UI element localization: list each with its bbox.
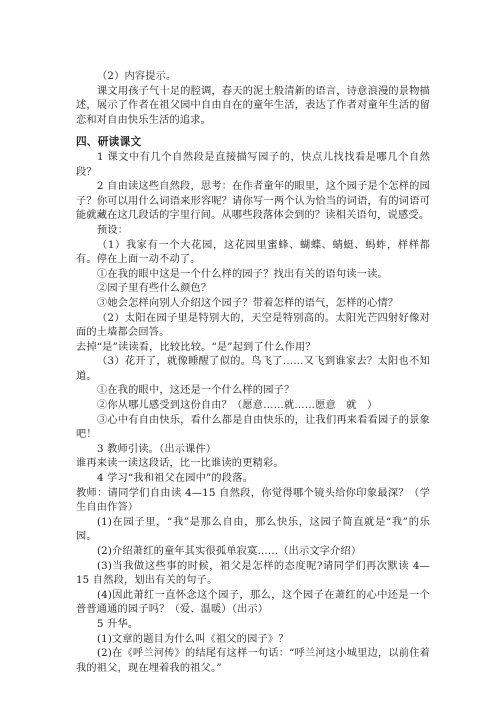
- body-line: ③心中有自由快乐，看什么都是自由快乐的，让我们再来看看园子的景象吧！: [76, 414, 430, 441]
- body-line: (3)当我做这些事的时候，祖父是怎样的态度呢?请同学们再次默读 4—15 自然段，划出有关的句子。: [76, 560, 430, 587]
- body-line: ①在我的眼中这是一个什么样的园子？找出有关的语句读一读。: [97, 268, 388, 280]
- item-2-title: （2）内容提示。: [97, 71, 177, 82]
- body-line: 预设：: [97, 224, 129, 236]
- body-line: 2 自由读这些自然段，思考：在作者童年的眼里，这个园子是个怎样的园子？你可以用什么词语来形容呢？请你写一两个认为恰当的词语，有的词语可能就藏在这几段话的字里行间。从哪些段落体会到的？读相关语句，说感受。: [76, 181, 430, 222]
- body-line: (1)文章的题目为什么叫《祖父的园子》？: [97, 633, 289, 645]
- body-line: ③她会怎样向别人介绍这个园子？带着怎样的语气，怎样的心情？: [97, 297, 399, 309]
- body-line: ②园子里有些什么颜色？: [97, 283, 212, 295]
- body-line: 谁再来读一读这段话，比一比谁读的更精彩。: [76, 458, 284, 470]
- body-line: (2)在《呼兰河传》的结尾有这样一句话：“呼兰河这小城里边，以前住着我的祖父，现在埋着我的祖父。”: [76, 648, 430, 674]
- body-line: 4 学习“我和祖父在园中”的段落。: [97, 473, 253, 485]
- section-heading: 四、研读课文: [76, 136, 142, 149]
- body-line: （3）花开了，就像睡醒了似的。鸟飞了……又飞到谁家去？太阳也不知道。: [76, 356, 430, 382]
- body-line: (1)在园子里，“我”是那么自由，那么快乐，这园子简直就是“我”的乐园。: [76, 516, 430, 543]
- body-line: 教师：请同学们自由读 4—15 自然段，你觉得哪个镜头给你印象最深？（学生自由作答）: [76, 487, 430, 514]
- body-line: (2)介绍萧红的童年其实很孤单寂寞……（出示文字介绍）: [97, 546, 362, 557]
- body-line: 1 课文中有几个自然段是直接描写园子的，快点儿找找看是哪几个自然段？: [76, 151, 430, 178]
- body-line: ②你从哪儿感受到这份自由？（愿意……就……愿意 就 ）: [97, 400, 378, 412]
- body-line: 3 教师引读。（出示课件）: [97, 443, 217, 455]
- content-summary: 课文用孩子气十足的腔调，春天的泥土般清新的语言，诗意浪漫的景物描述，展示了作者在祖父园中自由自在的童年生活，表达了作者对童年生活的留恋和对自由快乐生活的追求。: [76, 85, 430, 126]
- body-line: ①在我的眼中，这还是一个什么样的园子？: [97, 385, 295, 397]
- body-line: （1）我家有一个大花园，这花园里蜜蜂、蝴蝶、蜻蜓、蚂蚱，样样都有。停在上面一动不动了。: [76, 239, 430, 266]
- body-line: （2）太阳在园子里是特别大的，天空是特别高的。太阳光芒四射好像对面的土墙都会回答。: [76, 312, 430, 339]
- section-body: [76, 151, 430, 676]
- body-line: 5 升华。: [97, 618, 139, 630]
- body-line: 去掉“是”读读看，比较比较。“是”起到了什么作用？: [76, 341, 316, 353]
- body-line: (4)因此萧红一直怀念这个园子，那么，这个园子在萧红的心中还是一个普普通通的园子吗？（爱、温暖）（出示）: [76, 589, 430, 616]
- spacer: [76, 128, 430, 131]
